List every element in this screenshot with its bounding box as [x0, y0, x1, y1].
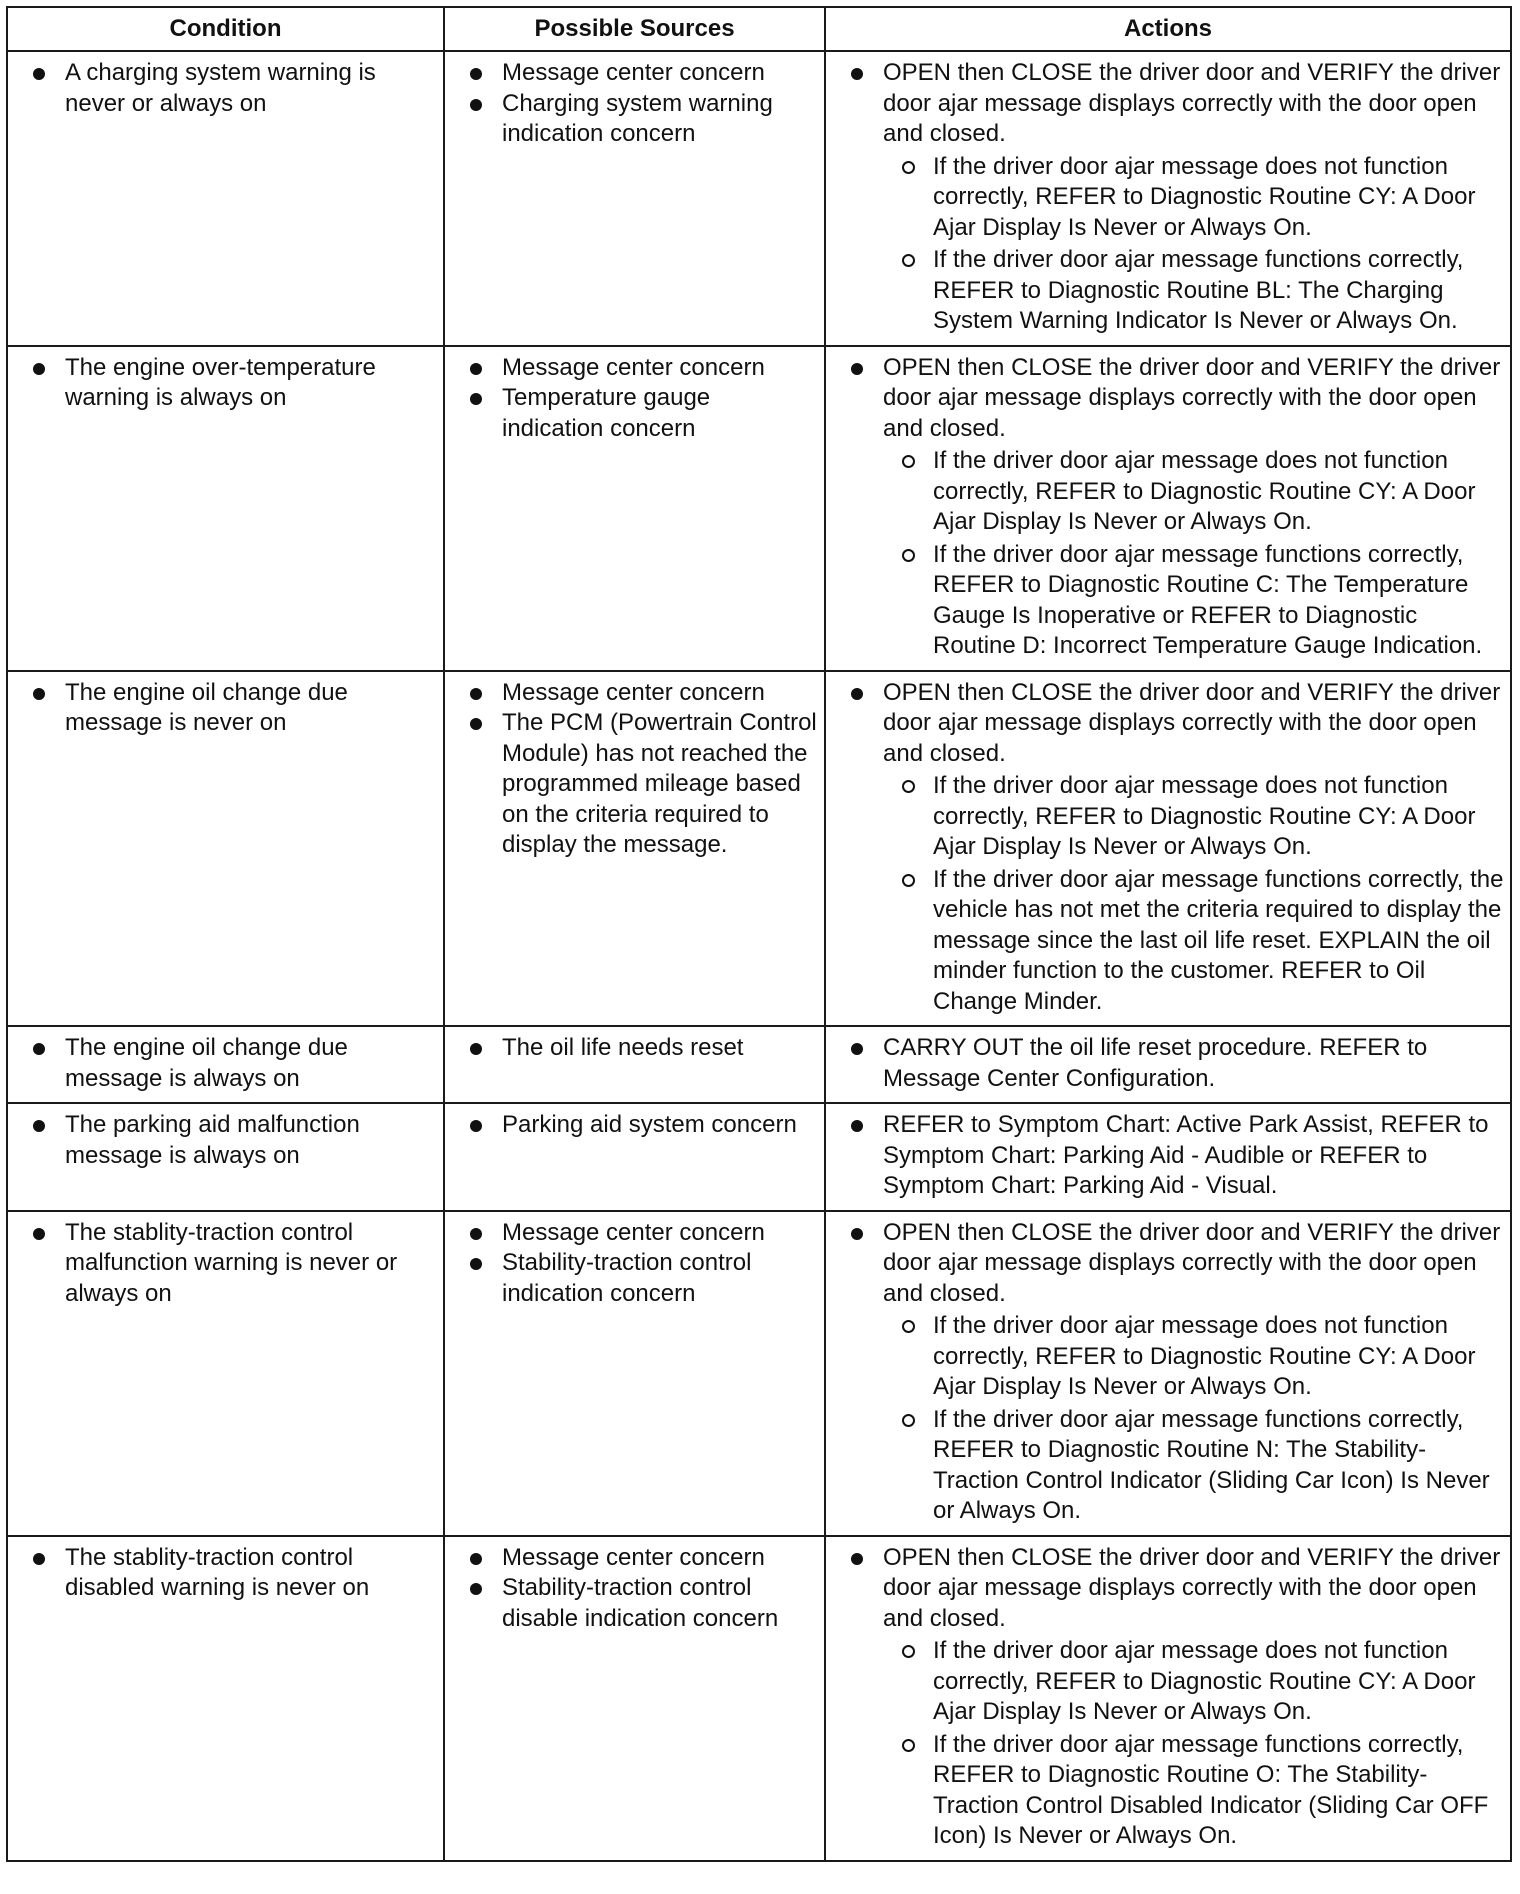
condition-list	[8, 678, 437, 739]
sources-cell	[444, 51, 825, 346]
condition-cell	[7, 1026, 444, 1103]
sources-list	[445, 353, 818, 445]
header-condition: Condition	[7, 7, 444, 51]
condition-text: The engine oil change due message is never on	[8, 678, 437, 739]
actions-list	[826, 1543, 1504, 1852]
source-item: Stability-traction control indication concern	[445, 1248, 818, 1309]
action-item	[826, 1033, 1504, 1094]
condition-list	[8, 1110, 437, 1171]
source-item: The oil life needs reset	[445, 1033, 818, 1064]
source-item: Message center concern	[445, 678, 818, 709]
action-item	[826, 1543, 1504, 1852]
table-row	[7, 1211, 1511, 1536]
source-item: Temperature gauge indication concern	[445, 383, 818, 444]
source-item: Message center concern	[445, 1543, 818, 1574]
action-sub-item: If the driver door ajar message does not function correctly, REFER to Diagnostic Routine CY: A Door Ajar Display Is Never or Always On.	[883, 152, 1504, 244]
sources-list	[445, 1110, 818, 1141]
action-sub-list	[883, 1311, 1504, 1527]
action-sub-item: If the driver door ajar message functions correctly, the vehicle has not met the criteria required to display the message since the last oil life reset. EXPLAIN the oil minder function to the customer. REFER to Oil Change Minder.	[883, 865, 1504, 1018]
condition-cell	[7, 1536, 444, 1861]
action-sub-item: If the driver door ajar message functions correctly, REFER to Diagnostic Routine O: The Stability-Traction Control Disabled Indicator (Sliding Car OFF Icon) Is Never or Always On.	[883, 1730, 1504, 1852]
condition-text: A charging system warning is never or always on	[8, 58, 437, 119]
condition-text: The engine over-temperature warning is always on	[8, 353, 437, 414]
action-sub-item: If the driver door ajar message does not function correctly, REFER to Diagnostic Routine CY: A Door Ajar Display Is Never or Always On.	[883, 1636, 1504, 1728]
action-item	[826, 353, 1504, 662]
action-text: OPEN then CLOSE the driver door and VERIFY the driver door ajar message displays correctly with the door open and closed.	[883, 353, 1501, 442]
sources-list	[445, 58, 818, 150]
condition-text: The stablity-traction control malfunction warning is never or always on	[8, 1218, 437, 1310]
action-text: CARRY OUT the oil life reset procedure. REFER to Message Center Configuration.	[883, 1034, 1428, 1092]
source-item: The PCM (Powertrain Control Module) has not reached the programmed mileage based on the criteria required to display the message.	[445, 708, 818, 861]
sources-cell	[444, 1026, 825, 1103]
table-body	[7, 51, 1511, 1861]
sources-cell	[444, 1211, 825, 1536]
source-item: Stability-traction control disable indication concern	[445, 1573, 818, 1634]
symptom-table	[6, 6, 1512, 1862]
action-sub-item: If the driver door ajar message does not function correctly, REFER to Diagnostic Routine CY: A Door Ajar Display Is Never or Always On.	[883, 446, 1504, 538]
action-item	[826, 1218, 1504, 1527]
condition-list	[8, 1033, 437, 1094]
action-sub-item: If the driver door ajar message does not function correctly, REFER to Diagnostic Routine CY: A Door Ajar Display Is Never or Always On.	[883, 771, 1504, 863]
sources-list	[445, 1543, 818, 1635]
action-text: OPEN then CLOSE the driver door and VERIFY the driver door ajar message displays correctly with the door open and closed.	[883, 59, 1501, 147]
condition-cell	[7, 1103, 444, 1211]
actions-cell	[825, 51, 1511, 346]
sources-list	[445, 1218, 818, 1310]
source-item: Parking aid system concern	[445, 1110, 818, 1141]
source-item: Message center concern	[445, 1218, 818, 1249]
action-item	[826, 58, 1504, 337]
actions-list	[826, 678, 1504, 1018]
condition-text: The stablity-traction control disabled warning is never on	[8, 1543, 437, 1604]
action-sub-list	[883, 1636, 1504, 1852]
action-sub-list	[883, 152, 1504, 337]
action-sub-item: If the driver door ajar message functions correctly, REFER to Diagnostic Routine BL: The Charging System Warning Indicator Is Never or Always On.	[883, 245, 1504, 337]
condition-list	[8, 1543, 437, 1604]
condition-cell	[7, 51, 444, 346]
condition-text: The parking aid malfunction message is always on	[8, 1110, 437, 1171]
actions-cell	[825, 1103, 1511, 1211]
table-row	[7, 1103, 1511, 1211]
action-sub-item: If the driver door ajar message functions correctly, REFER to Diagnostic Routine C: The Temperature Gauge Is Inoperative or REFER to Diagnostic Routine D: Incorrect Temperature Gauge Indication.	[883, 540, 1504, 662]
actions-cell	[825, 1211, 1511, 1536]
action-text: REFER to Symptom Chart: Active Park Assist, REFER to Symptom Chart: Parking Aid - Audible or REFER to Symptom Chart: Parking Aid - Visual.	[883, 1111, 1489, 1199]
table-row	[7, 346, 1511, 671]
action-sub-item: If the driver door ajar message functions correctly, REFER to Diagnostic Routine N: The Stability-Traction Control Indicator (Sliding Car Icon) Is Never or Always On.	[883, 1405, 1504, 1527]
action-sub-item: If the driver door ajar message does not function correctly, REFER to Diagnostic Routine CY: A Door Ajar Display Is Never or Always On.	[883, 1311, 1504, 1403]
sources-cell	[444, 1103, 825, 1211]
sources-cell	[444, 671, 825, 1027]
sources-list	[445, 678, 818, 861]
source-item: Message center concern	[445, 353, 818, 384]
condition-cell	[7, 671, 444, 1027]
actions-list	[826, 353, 1504, 662]
header-actions: Actions	[825, 7, 1511, 51]
actions-list	[826, 1033, 1504, 1094]
action-sub-list	[883, 446, 1504, 662]
actions-list	[826, 1218, 1504, 1527]
header-possible-sources: Possible Sources	[444, 7, 825, 51]
actions-list	[826, 1110, 1504, 1202]
source-item: Message center concern	[445, 58, 818, 89]
sources-list	[445, 1033, 818, 1064]
actions-cell	[825, 671, 1511, 1027]
header-row	[7, 7, 1511, 51]
table-row	[7, 1536, 1511, 1861]
condition-list	[8, 353, 437, 414]
action-text: OPEN then CLOSE the driver door and VERIFY the driver door ajar message displays correctly with the door open and closed.	[883, 1543, 1501, 1632]
action-text: OPEN then CLOSE the driver door and VERIFY the driver door ajar message displays correctly with the door open and closed.	[883, 1218, 1501, 1307]
condition-list	[8, 1218, 437, 1310]
action-item	[826, 678, 1504, 1018]
table-row	[7, 671, 1511, 1027]
sources-cell	[444, 346, 825, 671]
condition-text: The engine oil change due message is always on	[8, 1033, 437, 1094]
table-row	[7, 51, 1511, 346]
action-text: OPEN then CLOSE the driver door and VERIFY the driver door ajar message displays correctly with the door open and closed.	[883, 678, 1501, 767]
actions-cell	[825, 346, 1511, 671]
condition-list	[8, 58, 437, 119]
action-item	[826, 1110, 1504, 1202]
actions-cell	[825, 1026, 1511, 1103]
source-item: Charging system warning indication concern	[445, 89, 818, 150]
condition-cell	[7, 346, 444, 671]
action-sub-list	[883, 771, 1504, 1017]
actions-list	[826, 58, 1504, 337]
sources-cell	[444, 1536, 825, 1861]
actions-cell	[825, 1536, 1511, 1861]
condition-cell	[7, 1211, 444, 1536]
table-row	[7, 1026, 1511, 1103]
